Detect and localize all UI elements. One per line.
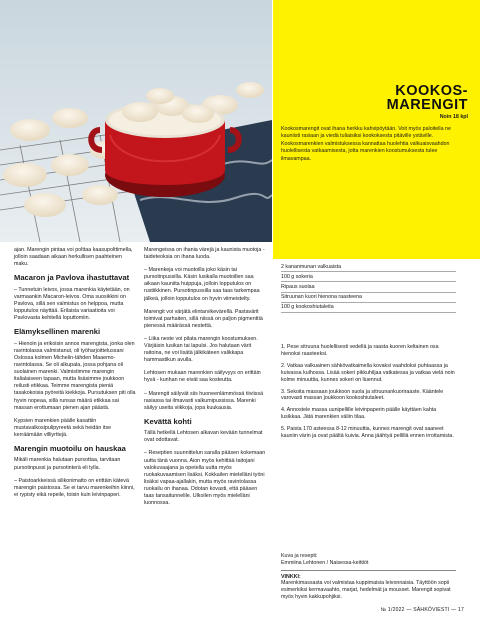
paragraph: – Marenkeja voi muotoilla joko käsin tai pursotinpussilla. Käsin lusikalla muotoillen saa aikaan kauniita huippuja, jolloin lopputulos on rustiikkinen. Pursotinpussilla saa taas tarkempaa jälkeä, jolloin lopputulos on hyvin viimeistelty. [144, 267, 260, 302]
ingredient-item: 2 kananmunan valkuaista [281, 262, 456, 272]
page-footer: № 1/2022 — SÄHKÖVIESTI — 17 [380, 607, 464, 613]
paragraph: ajan. Marengin pintaa voi polttaa kaasupolttimella, jolloin saadaan aikaan herkullisen paahteinen maku. [14, 247, 133, 268]
credit-names: Emmiina Lehtonen / Naisessa-keittiöt [281, 559, 369, 566]
paragraph: Lehtosen mukaan marenkien säilyvyys on erittäin hyvä - kunhan ne eivät saa kosteutta. [144, 370, 261, 384]
paragraph: – Paistoarkkeissä silikonimatto on erittäin kätevä marengin paistossa. Se ei tarvu marenkeihin kiinni, ei rypisty eikä repeile, toisin kuin leivinpaperi. [14, 477, 135, 498]
paragraph: – Liika neste voi pilata marengin koostumuksen. Värjäisin lusikan tai lapulsi. Jos halutaan värit raitoina, ne voi lisätä jälkikäteen valikkapa hammastikun avulla. [144, 335, 258, 364]
recipe-credit [281, 553, 456, 601]
paragraph: Kypsien marenkien päälle kasattiin mustavalkosipulipyreetä sekä heidän itse kerräämään villiyrttejä. [14, 417, 112, 438]
recipe-yield: Noin 18 kpl [439, 114, 468, 120]
subheading: Elämyksellinen marenki [14, 327, 101, 337]
ingredient-item: Ripaus suolaa [281, 282, 456, 292]
divider [281, 570, 456, 571]
recipe-photo [0, 0, 272, 242]
article-column-1 [14, 247, 136, 505]
recipe-title-line1: KOOKOS- [395, 83, 468, 99]
tip-title: VINKKI: [281, 573, 301, 580]
credit-label: Kuva ja resepti: [281, 553, 318, 559]
recipe-panel [273, 0, 480, 259]
subheading: Macaron ja Pavlova ihastuttavat [14, 273, 130, 283]
paragraph: – Tunnetuin leivos, jossa marenkia käytetään, on varmaankin Macaron-leivos. Oma suosikkini on Pavlova, sillä sen valmistus on helppoa, mutta lopputulos näyttää. Erilaisia variaatioita voi Pavlovasta kehitellä loputtomiin. [14, 286, 130, 322]
recipe-intro: Kookosmarengit ovat ihana herkku kahvipöytään. Voit myös paloitella ne kauniisti rasiaan ja viedä tuliaisiksi kookoksesta pitäville ystäville. Kookosmarenkien valmistuksessa kannattaa huolehtia valkuaisvaahdon huolellisesta vatkaamisesta, jotta marenkien koostumuksesta tulee ilmavampaa. [281, 126, 451, 162]
subheading: Marengin muotoilu on hauskaa [14, 443, 126, 453]
meringue-pot-illustration [0, 0, 272, 242]
paragraph: Tällä hetkellä Lehtosen alkavan kevään tunnelmat ovat odottavat. [144, 430, 263, 444]
paragraph: Marengeissa on ihania värejä ja kaunista muotoja - taideteoksia on ihana luoda. [144, 247, 265, 261]
recipe-step: 3. Sekoita massaan joukkoon suola ja sitruunankuoriraaste. Kääntele varovasti massan joukkoon kookoshiutaleet. [281, 388, 444, 402]
paragraph: – Reseptien suunnittelun saralla pääsen kokemaan uutta tänä vuonna. Aion myös kehittää taitojani valokuvaajana ja opetella uutta myös ruokakuvaamisen lisäksi. Kokkailen mielelläni työni lisäksi vapaa-ajallakin, mutta myös ravintolassa ruokailu on ihanaa. Odotan kovasti, että pääsen taas tansaitunnelile. Ulkoilen myös mielelläni luonnossa. [144, 450, 266, 507]
paragraph: – Marengit säilyvät siis huoneenlämmössä tiiviissä rasiassa tai ilmavasti valkumipussissa. Marenki säilyy useita viikkoja, jopa kuukausia. [144, 390, 264, 411]
recipe-title [281, 84, 468, 112]
ingredient-list [281, 262, 456, 313]
article-column-2 [144, 247, 266, 513]
paragraph: – Hienoin ja erikoisin annos marengista, jonka olen ravintolassa valmistanut, oli työharjoittelussani Oslossa kolmen Michelin-tähden Maaemo-ravintolassa. Se oli alkupala, jossa pohjana oli suolainen marenki. Valmistimme marengin italialaiseen tapaan, mutta lisäsimme joukkoon reilusti etikkaa. Teimme marengista pieniä tasakokoisia pyöreitä kiekkoja. Pursutuksen piti olla hyvin nopeaa, sillä runsas määrä etikkaa sai massan erottumaan pienen ajan päästä. [14, 340, 136, 411]
tip-text: Marenkimassasta voi valmistaa kuppimaisia leivonnaisia. Täyttöön sopii esimerkiksi kermavaahto, marjat, hedelmät ja mousset. Marengit sopivat myös hyvin kakkupohjiksi. [281, 580, 451, 600]
ingredient-item: Sitruunan kuori hienona raasteena [281, 293, 456, 303]
recipe-step: 2. Vatkaa valkuainen sähkövatkaimella kovaksi vaahdoksi puhtaassa ja kuivassa kulhossa. Lisää sokeri pikkuhiljaa vatkatessa ja vatkaa vielä noin kolme minuuttia, kunnes sokeri on liuennut. [281, 362, 455, 383]
subheading: Kevättä kohti [144, 416, 192, 426]
recipe-step: 1. Pese sitruuna huolellisesti vedellä ja raasta kuoren keltainen osa hienoksi raasteeksi. [281, 344, 439, 357]
recipe-steps [281, 344, 456, 445]
ingredient-item: 100 g kookoshiutaleita [281, 303, 456, 313]
paragraph: Mikäli marenkia halutaan pursottaa, tarvitaan pursotinpussi ja pursotinterä eli tylla. [14, 457, 121, 471]
recipe-step: 4. Annostele massa uunipellille leivinpaperin päälle käyttäen kahta lusikkaa. Jätä marenkien väliin tilaa. [281, 407, 437, 421]
recipe-title-line2: MARENGIT [386, 97, 468, 113]
ingredient-item: 100 g sokeria [281, 272, 456, 282]
recipe-step: 5. Paista 170 asteessa 8-12 minuuttia, kunnes marengit ovat saaneet kauniin värin ja ovat päältä kuivia. Anna jäähtyä pellillä ennen irrottamista. [281, 426, 454, 440]
paragraph: Marengit voi värjätä elintarvikevärellä. Pastavärit toimivat parhaiten, sillä niissä on paljon pigmenttiä pienessä määrässä nestettä. [144, 308, 263, 329]
